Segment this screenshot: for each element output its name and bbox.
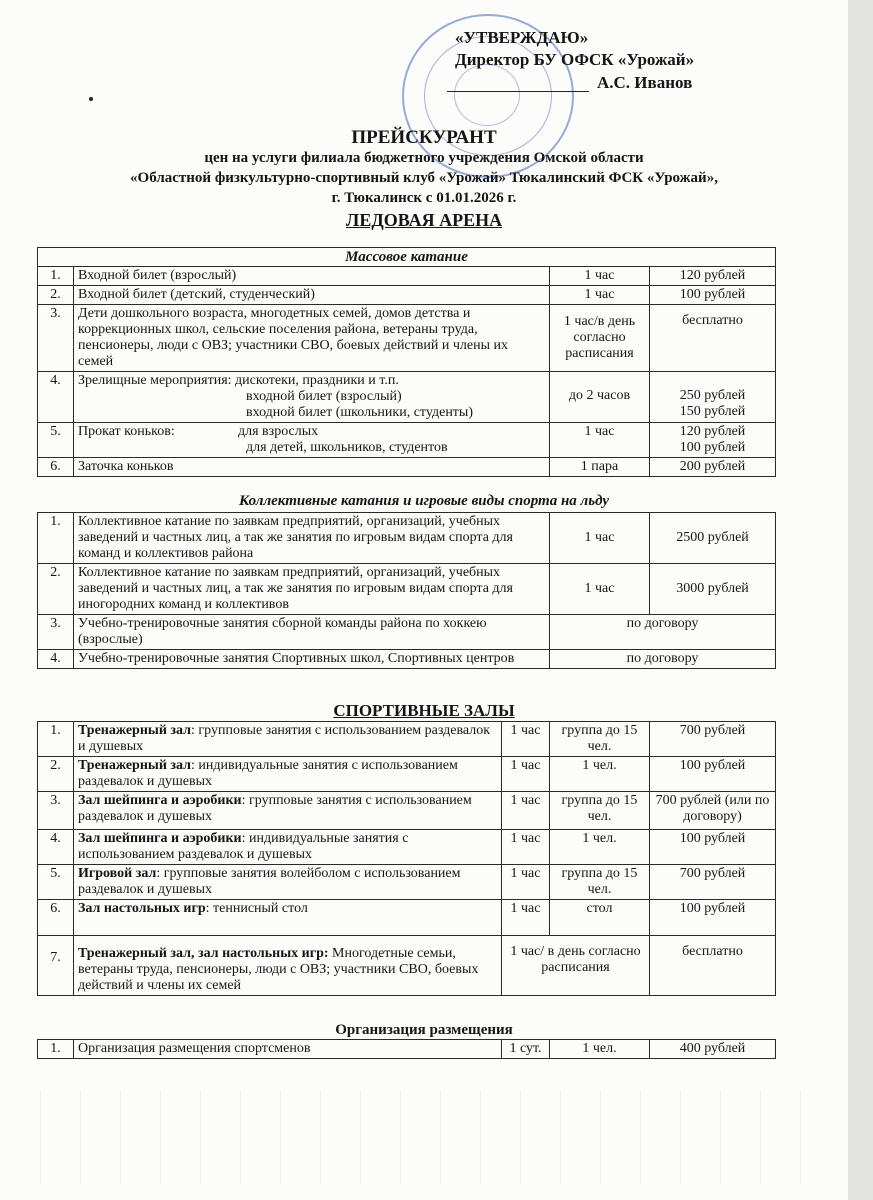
price (650, 423, 776, 458)
price: 3000 рублей (650, 564, 776, 615)
row-number: 7. (38, 936, 74, 996)
service-name (74, 722, 502, 757)
rental-label: Прокат коньков: (78, 424, 175, 439)
row-number: 4. (38, 830, 74, 865)
lodging-table (37, 1039, 776, 1059)
price: по договору (550, 650, 776, 669)
service-name: Организация размещения спортсменов (74, 1040, 502, 1059)
event-label: Зрелищные мероприятия: дискотеки, праздники и т.п. (78, 373, 399, 388)
price: 400 рублей (650, 1040, 776, 1059)
scan-fold-texture (40, 1090, 840, 1185)
row-number: 5. (38, 423, 74, 458)
table-row (38, 564, 776, 615)
hall-name: Тренажерный зал, зал настольных игр: (78, 946, 329, 961)
group-size: стол (550, 900, 650, 936)
row-number: 3. (38, 305, 74, 372)
group-size: 1 чел. (550, 757, 650, 792)
table-row (38, 458, 776, 477)
service-name (74, 757, 502, 792)
hall-desc: : индивидуальные занятия с использованием раздевалок и душевых (78, 831, 409, 862)
service-name (74, 372, 550, 423)
service-name (74, 865, 502, 900)
scan-edge (848, 0, 873, 1200)
price: 100 рублей (650, 757, 776, 792)
duration: 1 час (502, 722, 550, 757)
price: 700 рублей (650, 722, 776, 757)
row-number: 4. (38, 650, 74, 669)
service-name (74, 900, 502, 936)
price: бесплатно (650, 936, 776, 996)
duration: 1 час/в день согласно расписания (550, 305, 650, 372)
price: 200 рублей (650, 458, 776, 477)
duration: 1 сут. (502, 1040, 550, 1059)
price-child: 100 рублей (679, 440, 746, 455)
row-number: 6. (38, 458, 74, 477)
duration: 1 час (502, 757, 550, 792)
table-row (38, 615, 776, 650)
row-number: 1. (38, 722, 74, 757)
duration: до 2 часов (550, 372, 650, 423)
section-lodging: Организация размещения (335, 1022, 513, 1038)
sport-halls-table (37, 721, 776, 996)
duration: 1 час (550, 423, 650, 458)
price (650, 372, 776, 423)
row-number: 3. (38, 792, 74, 830)
duration: 1 час (502, 865, 550, 900)
hall-name: Тренажерный зал (78, 758, 192, 773)
hall-desc: Многодетные семьи, ветераны труда, пенсионеры, люди с ОВЗ; участники СВО, боевых действий и члены их семей (78, 946, 479, 993)
hall-desc: : теннисный стол (205, 901, 308, 916)
price: по договору (550, 615, 776, 650)
row-number: 1. (38, 513, 74, 564)
table-row (38, 372, 776, 423)
table-row (38, 286, 776, 305)
table-row (38, 936, 776, 996)
hall-name: Игровой зал (78, 866, 157, 881)
service-name: Заточка коньков (74, 458, 550, 477)
group-size: группа до 15 чел. (550, 865, 650, 900)
service-name (74, 792, 502, 830)
table-row (38, 830, 776, 865)
table-row (38, 650, 776, 669)
duration: 1 час (502, 830, 550, 865)
row-number: 1. (38, 1040, 74, 1059)
rental-sub-adult: для взрослых (238, 424, 319, 439)
service-name (74, 830, 502, 865)
price: 700 рублей (650, 865, 776, 900)
price: 120 рублей (650, 267, 776, 286)
service-name: Входной билет (детский, студенческий) (74, 286, 550, 305)
hall-desc: : групповые занятия волейболом с использованием раздевалок и душевых (78, 866, 461, 897)
hall-name: Зал шейпинга и аэробики (78, 831, 242, 846)
row-number: 3. (38, 615, 74, 650)
group-size: 1 чел. (550, 830, 650, 865)
event-sub-student: входной билет (школьники, студенты) (246, 405, 473, 420)
row-number: 4. (38, 372, 74, 423)
duration: 1 час/ в день согласно расписания (502, 936, 650, 996)
rental-sub-child: для детей, школьников, студентов (246, 440, 448, 455)
team-skating-banner: Коллективные катания и игровые виды спорта на льду (239, 493, 609, 509)
price: бесплатно (650, 305, 776, 372)
section-ice-arena: ЛЕДОВАЯ АРЕНА (345, 210, 503, 230)
hall-desc: : групповые занятия с использованием раздевалок и душевых (78, 723, 491, 754)
price-adult: 120 рублей (679, 424, 746, 439)
service-name: Учебно-тренировочные занятия Спортивных школ, Спортивных центров (74, 650, 550, 669)
table-row (38, 305, 776, 372)
duration: 1 час (502, 792, 550, 830)
service-name (74, 936, 502, 996)
price: 100 рублей (650, 286, 776, 305)
group-size: группа до 15 чел. (550, 792, 650, 830)
table-row (38, 757, 776, 792)
service-name: Коллективное катание по заявкам предприятий, организаций, учебных заведений и частных лиц, а так же занятия по игровым видам спорта для иногородних команд и коллективов (74, 564, 550, 615)
duration: 1 час (550, 513, 650, 564)
table-row (38, 792, 776, 830)
group-size: группа до 15 чел. (550, 722, 650, 757)
duration: 1 пара (550, 458, 650, 477)
subtitle-line-3: г. Тюкалинск с 01.01.2026 г. (331, 190, 517, 206)
table-banner-row (38, 248, 776, 267)
event-sub-adult: входной билет (взрослый) (246, 389, 402, 404)
service-name: Дети дошкольного возраста, многодетных семей, домов детства и коррекционных школ, сельские поселения района, ветераны труда, пенсионеры, люди с ОВЗ; участники СВО, боевых действий и члены их семей (74, 305, 550, 372)
table-row (38, 865, 776, 900)
service-name: Коллективное катание по заявкам предприятий, организаций, учебных заведений и частных лиц, а так же занятия по игровым видам спорта для команд и коллективов района (74, 513, 550, 564)
row-number: 2. (38, 757, 74, 792)
scan-dot (89, 97, 93, 101)
price: 700 рублей (или по договору) (650, 792, 776, 830)
table-row (38, 513, 776, 564)
hall-name: Зал шейпинга и аэробики (78, 793, 242, 808)
mass-skating-table (37, 247, 776, 477)
table-row (38, 722, 776, 757)
price: 2500 рублей (650, 513, 776, 564)
service-name (74, 423, 550, 458)
group-size: 1 чел. (550, 1040, 650, 1059)
mass-skating-banner: Массовое катание (38, 248, 776, 267)
table-row (38, 423, 776, 458)
price: 100 рублей (650, 830, 776, 865)
row-number: 2. (38, 286, 74, 305)
duration: 1 час (502, 900, 550, 936)
table-row (38, 900, 776, 936)
duration: 1 час (550, 267, 650, 286)
service-name: Входной билет (взрослый) (74, 267, 550, 286)
price-student: 150 рублей (679, 404, 746, 419)
duration: 1 час (550, 286, 650, 305)
team-skating-table (37, 512, 776, 669)
duration: 1 час (550, 564, 650, 615)
row-number: 5. (38, 865, 74, 900)
subtitle-line-2: «Областной физкультурно-спортивный клуб «Урожай» Тюкалинский ФСК «Урожай», (130, 170, 718, 186)
row-number: 6. (38, 900, 74, 936)
row-number: 2. (38, 564, 74, 615)
signature-line (447, 91, 589, 92)
hall-desc: : индивидуальные занятия с использованием раздевалок и душевых (78, 758, 458, 789)
document-title: ПРЕЙСКУРАНТ (351, 127, 497, 148)
approval-heading: «УТВЕРЖДАЮ» (455, 28, 589, 47)
director-title: Директор БУ ОФСК «Урожай» (455, 50, 695, 69)
subtitle-line-1: цен на услуги филиала бюджетного учреждения Омской области (204, 150, 644, 166)
table-row (38, 1040, 776, 1059)
hall-name: Зал настольных игр (78, 901, 206, 916)
hall-name: Тренажерный зал (78, 723, 192, 738)
section-sport-halls: СПОРТИВНЫЕ ЗАЛЫ (333, 701, 515, 720)
price: 100 рублей (650, 900, 776, 936)
price-adult: 250 рублей (679, 388, 746, 403)
director-name: А.С. Иванов (597, 73, 693, 92)
row-number: 1. (38, 267, 74, 286)
table-row (38, 267, 776, 286)
hall-desc: : групповые занятия с использованием раздевалок и душевых (78, 793, 472, 824)
service-name: Учебно-тренировочные занятия сборной команды района по хоккею (взрослые) (74, 615, 550, 650)
